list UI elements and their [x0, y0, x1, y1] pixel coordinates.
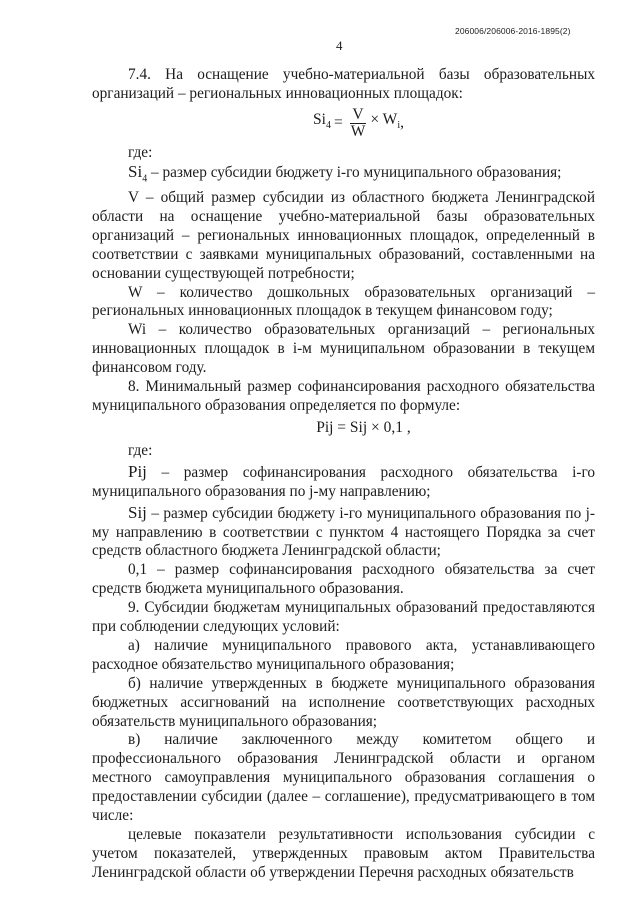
condition-a: а) наличие муниципального правового акта, устанавливающего расходное обязательство муниципального образования;	[92, 636, 595, 673]
formula-pij: Pij = Sij × 0,1 ,	[316, 419, 411, 437]
formula-si4-numerator: V	[352, 106, 364, 124]
condition-b: б) наличие утвержденных в бюджете муниципального образования бюджетных ассигнований на исполнение соответствующих расходных обязательств муниципального образования;	[92, 674, 595, 730]
section-9-intro: 9. Субсидии бюджетам муниципальных образований предоставляются при соблюдении следующих условий:	[92, 599, 595, 636]
definition-si4: $Si_4$ – размер субсидии бюджету i-го муниципального образования;	[128, 161, 562, 185]
condition-targets: целевые показатели результативности использования субсидии с учетом показателей, утвержденных правовым актом Правительства Ленинградской области об утверждении Перечня расходных обязательств	[92, 826, 595, 881]
condition-v: в) наличие заключенного между комитетом общего и профессионального образования Ленинградской области и органом местного самоуправления муниципального образования соглашения о предоставлении субсидии (далее – соглашение), предусматривающего в том числе:	[92, 731, 595, 825]
formula-si4	[92, 104, 595, 144]
formula-si4-tail: ,	[400, 114, 404, 132]
section-8-intro: 8. Минимальный размер софинансирования расходного обязательства муниципального образования определяется по формуле:	[92, 378, 595, 414]
definition-w: W – количество дошкольных образовательных организаций – региональных инновационных площадок в текущем финансовом году;	[92, 283, 595, 320]
document-code: 206006/206006-2016-1895(2)	[455, 26, 571, 36]
definition-v: V – общий размер субсидии из областного бюджета Ленинградской области на оснащение учебно-материальной базы образовательных организаций – региональных инновационных площадок, определенный в соответствии с заявками муниципальных образований, составленными на основании существующей потребности;	[92, 189, 595, 282]
document-body	[92, 66, 595, 883]
formula-si4-times: × $W_i$	[370, 111, 401, 132]
definition-si4-symbol: $Si_4$	[128, 161, 148, 185]
definition-0-1: 0,1 – размер софинансирования расходного обязательства за счет средств бюджета муниципального образования.	[92, 561, 595, 598]
page-number: 4	[336, 38, 343, 53]
formula-si4-fraction	[349, 107, 368, 140]
definition-pij: Pij – размер софинансирования расходного обязательства i-го муниципального образования по j-му направлению;	[92, 461, 595, 500]
formula-si4-lhs: $Si_4$	[313, 111, 331, 132]
where-label-2: где:	[128, 441, 153, 459]
definition-pij-symbol: Pij	[128, 461, 147, 481]
section-7-4-intro: 7.4. На оснащение учебно-материальной базы образовательных организаций – региональных инновационных площадок:	[92, 66, 595, 102]
where-label-1: где:	[128, 143, 153, 161]
formula-si4-eq: =	[333, 114, 343, 132]
definition-sij-symbol: Sij	[128, 502, 147, 522]
definition-sij: Sij – размер субсидии бюджету i-го муниципального образования по j-му направлению в соответствии с пунктом 4 настоящего Порядка за счет средств областного бюджета Ленинградской области;	[92, 502, 595, 560]
definition-wi: Wi – количество образовательных организаций – региональных инновационных площадок в i-м муниципальном образовании в текущем финансовом году.	[92, 321, 595, 377]
formula-si4-denominator: W	[350, 123, 366, 141]
